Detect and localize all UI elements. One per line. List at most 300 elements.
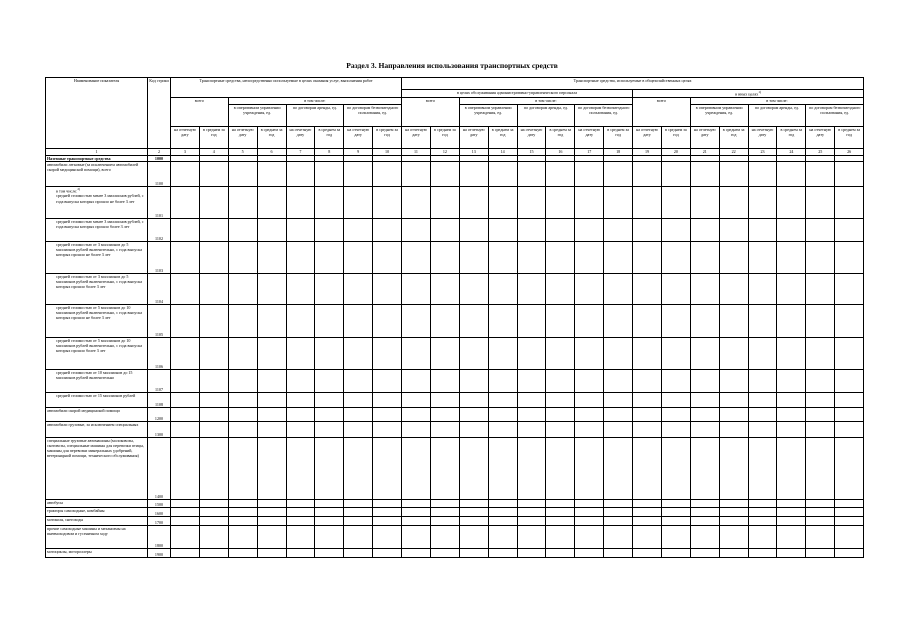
value-cell[interactable] [633, 548, 662, 557]
value-cell[interactable] [257, 525, 286, 548]
value-cell[interactable] [748, 218, 777, 241]
value-cell[interactable] [171, 392, 200, 407]
value-cell[interactable] [719, 507, 748, 516]
value-cell[interactable] [228, 437, 257, 499]
value-cell[interactable] [430, 516, 459, 525]
value-cell[interactable] [575, 507, 604, 516]
value-cell[interactable] [257, 241, 286, 273]
value-cell[interactable] [633, 241, 662, 273]
value-cell[interactable] [777, 525, 806, 548]
value-cell[interactable] [546, 369, 575, 392]
value-cell[interactable] [806, 186, 835, 218]
value-cell[interactable] [719, 304, 748, 337]
value-cell[interactable] [373, 437, 402, 499]
value-cell[interactable] [430, 437, 459, 499]
value-cell[interactable] [402, 525, 431, 548]
value-cell[interactable] [171, 407, 200, 421]
value-cell[interactable] [575, 437, 604, 499]
value-cell[interactable] [315, 241, 344, 273]
value-cell[interactable] [517, 421, 546, 437]
value-cell[interactable] [835, 369, 864, 392]
value-cell[interactable] [430, 186, 459, 218]
value-cell[interactable] [719, 499, 748, 507]
value-cell[interactable] [344, 437, 373, 499]
value-cell[interactable] [748, 161, 777, 186]
value-cell[interactable] [633, 304, 662, 337]
value-cell[interactable] [286, 407, 315, 421]
value-cell[interactable] [257, 392, 286, 407]
value-cell[interactable] [748, 304, 777, 337]
value-cell[interactable] [459, 241, 488, 273]
value-cell[interactable] [199, 548, 228, 557]
value-cell[interactable] [459, 516, 488, 525]
value-cell[interactable] [517, 525, 546, 548]
value-cell[interactable] [488, 218, 517, 241]
value-cell[interactable] [344, 525, 373, 548]
value-cell[interactable] [430, 337, 459, 369]
value-cell[interactable] [430, 304, 459, 337]
value-cell[interactable] [575, 421, 604, 437]
value-cell[interactable] [661, 218, 690, 241]
value-cell[interactable] [228, 516, 257, 525]
value-cell[interactable] [604, 337, 633, 369]
value-cell[interactable] [604, 161, 633, 186]
value-cell[interactable] [430, 499, 459, 507]
value-cell[interactable] [546, 437, 575, 499]
value-cell[interactable] [517, 273, 546, 304]
value-cell[interactable] [575, 525, 604, 548]
value-cell[interactable] [430, 392, 459, 407]
value-cell[interactable] [488, 337, 517, 369]
value-cell[interactable] [488, 525, 517, 548]
value-cell[interactable] [459, 369, 488, 392]
value-cell[interactable] [315, 369, 344, 392]
value-cell[interactable] [517, 241, 546, 273]
value-cell[interactable] [719, 421, 748, 437]
value-cell[interactable] [286, 548, 315, 557]
value-cell[interactable] [228, 525, 257, 548]
value-cell[interactable] [488, 161, 517, 186]
value-cell[interactable] [373, 392, 402, 407]
value-cell[interactable] [315, 516, 344, 525]
value-cell[interactable] [604, 516, 633, 525]
value-cell[interactable] [633, 516, 662, 525]
value-cell[interactable] [604, 218, 633, 241]
value-cell[interactable] [459, 407, 488, 421]
value-cell[interactable] [517, 516, 546, 525]
value-cell[interactable] [690, 499, 719, 507]
value-cell[interactable] [633, 218, 662, 241]
value-cell[interactable] [286, 186, 315, 218]
value-cell[interactable] [171, 369, 200, 392]
value-cell[interactable] [575, 516, 604, 525]
value-cell[interactable] [286, 421, 315, 437]
value-cell[interactable] [661, 407, 690, 421]
value-cell[interactable] [257, 407, 286, 421]
value-cell[interactable] [806, 392, 835, 407]
value-cell[interactable] [373, 161, 402, 186]
value-cell[interactable] [257, 499, 286, 507]
value-cell[interactable] [459, 337, 488, 369]
value-cell[interactable] [806, 161, 835, 186]
value-cell[interactable] [546, 525, 575, 548]
value-cell[interactable] [835, 241, 864, 273]
value-cell[interactable] [661, 499, 690, 507]
value-cell[interactable] [286, 369, 315, 392]
value-cell[interactable] [488, 392, 517, 407]
value-cell[interactable] [719, 548, 748, 557]
value-cell[interactable] [604, 507, 633, 516]
value-cell[interactable] [661, 516, 690, 525]
value-cell[interactable] [459, 525, 488, 548]
value-cell[interactable] [777, 273, 806, 304]
value-cell[interactable] [661, 273, 690, 304]
value-cell[interactable] [199, 525, 228, 548]
value-cell[interactable] [777, 186, 806, 218]
value-cell[interactable] [228, 337, 257, 369]
value-cell[interactable] [546, 273, 575, 304]
value-cell[interactable] [575, 304, 604, 337]
value-cell[interactable] [748, 369, 777, 392]
value-cell[interactable] [719, 437, 748, 499]
value-cell[interactable] [748, 421, 777, 437]
value-cell[interactable] [228, 241, 257, 273]
value-cell[interactable] [546, 421, 575, 437]
value-cell[interactable] [546, 337, 575, 369]
value-cell[interactable] [777, 421, 806, 437]
value-cell[interactable] [806, 369, 835, 392]
value-cell[interactable] [806, 499, 835, 507]
value-cell[interactable] [402, 218, 431, 241]
value-cell[interactable] [402, 437, 431, 499]
value-cell[interactable] [459, 507, 488, 516]
value-cell[interactable] [488, 499, 517, 507]
value-cell[interactable] [633, 186, 662, 218]
value-cell[interactable] [835, 304, 864, 337]
value-cell[interactable] [171, 273, 200, 304]
value-cell[interactable] [575, 161, 604, 186]
value-cell[interactable] [633, 369, 662, 392]
value-cell[interactable] [633, 421, 662, 437]
value-cell[interactable] [199, 421, 228, 437]
value-cell[interactable] [286, 516, 315, 525]
value-cell[interactable] [257, 273, 286, 304]
value-cell[interactable] [661, 437, 690, 499]
value-cell[interactable] [430, 241, 459, 273]
value-cell[interactable] [546, 507, 575, 516]
value-cell[interactable] [546, 548, 575, 557]
value-cell[interactable] [748, 337, 777, 369]
value-cell[interactable] [806, 337, 835, 369]
value-cell[interactable] [344, 392, 373, 407]
value-cell[interactable] [575, 218, 604, 241]
value-cell[interactable] [171, 218, 200, 241]
value-cell[interactable] [777, 218, 806, 241]
value-cell[interactable] [690, 548, 719, 557]
value-cell[interactable] [690, 337, 719, 369]
value-cell[interactable] [171, 437, 200, 499]
value-cell[interactable] [459, 499, 488, 507]
value-cell[interactable] [373, 273, 402, 304]
value-cell[interactable] [835, 161, 864, 186]
value-cell[interactable] [373, 304, 402, 337]
value-cell[interactable] [373, 218, 402, 241]
value-cell[interactable] [373, 516, 402, 525]
value-cell[interactable] [690, 161, 719, 186]
value-cell[interactable] [315, 548, 344, 557]
value-cell[interactable] [315, 337, 344, 369]
value-cell[interactable] [373, 525, 402, 548]
value-cell[interactable] [171, 337, 200, 369]
value-cell[interactable] [402, 548, 431, 557]
value-cell[interactable] [459, 548, 488, 557]
value-cell[interactable] [575, 273, 604, 304]
value-cell[interactable] [719, 218, 748, 241]
value-cell[interactable] [402, 507, 431, 516]
value-cell[interactable] [286, 304, 315, 337]
value-cell[interactable] [228, 392, 257, 407]
value-cell[interactable] [257, 437, 286, 499]
value-cell[interactable] [661, 392, 690, 407]
value-cell[interactable] [835, 437, 864, 499]
value-cell[interactable] [488, 369, 517, 392]
value-cell[interactable] [286, 507, 315, 516]
value-cell[interactable] [171, 525, 200, 548]
value-cell[interactable] [661, 548, 690, 557]
value-cell[interactable] [488, 273, 517, 304]
value-cell[interactable] [402, 499, 431, 507]
value-cell[interactable] [402, 516, 431, 525]
value-cell[interactable] [430, 161, 459, 186]
value-cell[interactable] [633, 273, 662, 304]
value-cell[interactable] [430, 273, 459, 304]
value-cell[interactable] [604, 548, 633, 557]
value-cell[interactable] [517, 337, 546, 369]
value-cell[interactable] [315, 273, 344, 304]
value-cell[interactable] [344, 304, 373, 337]
value-cell[interactable] [315, 499, 344, 507]
value-cell[interactable] [488, 407, 517, 421]
value-cell[interactable] [719, 273, 748, 304]
value-cell[interactable] [488, 421, 517, 437]
value-cell[interactable] [286, 392, 315, 407]
value-cell[interactable] [199, 304, 228, 337]
value-cell[interactable] [690, 516, 719, 525]
value-cell[interactable] [315, 407, 344, 421]
value-cell[interactable] [806, 437, 835, 499]
value-cell[interactable] [633, 507, 662, 516]
value-cell[interactable] [344, 499, 373, 507]
value-cell[interactable] [430, 407, 459, 421]
value-cell[interactable] [546, 161, 575, 186]
value-cell[interactable] [690, 421, 719, 437]
value-cell[interactable] [344, 218, 373, 241]
value-cell[interactable] [228, 499, 257, 507]
value-cell[interactable] [661, 161, 690, 186]
value-cell[interactable] [488, 507, 517, 516]
value-cell[interactable] [690, 392, 719, 407]
value-cell[interactable] [257, 516, 286, 525]
value-cell[interactable] [286, 218, 315, 241]
value-cell[interactable] [748, 499, 777, 507]
value-cell[interactable] [719, 337, 748, 369]
value-cell[interactable] [633, 437, 662, 499]
value-cell[interactable] [546, 407, 575, 421]
value-cell[interactable] [171, 186, 200, 218]
value-cell[interactable] [315, 437, 344, 499]
value-cell[interactable] [690, 407, 719, 421]
value-cell[interactable] [575, 369, 604, 392]
value-cell[interactable] [633, 161, 662, 186]
value-cell[interactable] [719, 241, 748, 273]
value-cell[interactable] [402, 392, 431, 407]
value-cell[interactable] [199, 161, 228, 186]
value-cell[interactable] [835, 392, 864, 407]
value-cell[interactable] [575, 407, 604, 421]
value-cell[interactable] [546, 218, 575, 241]
value-cell[interactable] [430, 369, 459, 392]
value-cell[interactable] [228, 369, 257, 392]
value-cell[interactable] [344, 421, 373, 437]
value-cell[interactable] [373, 499, 402, 507]
value-cell[interactable] [604, 392, 633, 407]
value-cell[interactable] [690, 304, 719, 337]
value-cell[interactable] [459, 392, 488, 407]
value-cell[interactable] [459, 273, 488, 304]
value-cell[interactable] [835, 548, 864, 557]
value-cell[interactable] [748, 437, 777, 499]
value-cell[interactable] [459, 421, 488, 437]
value-cell[interactable] [633, 525, 662, 548]
value-cell[interactable] [257, 369, 286, 392]
value-cell[interactable] [719, 186, 748, 218]
value-cell[interactable] [690, 525, 719, 548]
value-cell[interactable] [315, 161, 344, 186]
value-cell[interactable] [373, 548, 402, 557]
value-cell[interactable] [228, 507, 257, 516]
value-cell[interactable] [777, 337, 806, 369]
value-cell[interactable] [459, 186, 488, 218]
value-cell[interactable] [488, 304, 517, 337]
value-cell[interactable] [228, 548, 257, 557]
value-cell[interactable] [257, 507, 286, 516]
value-cell[interactable] [459, 161, 488, 186]
value-cell[interactable] [459, 437, 488, 499]
value-cell[interactable] [777, 304, 806, 337]
value-cell[interactable] [517, 369, 546, 392]
value-cell[interactable] [257, 161, 286, 186]
value-cell[interactable] [777, 161, 806, 186]
value-cell[interactable] [488, 241, 517, 273]
value-cell[interactable] [344, 186, 373, 218]
value-cell[interactable] [199, 369, 228, 392]
value-cell[interactable] [806, 218, 835, 241]
value-cell[interactable] [199, 186, 228, 218]
value-cell[interactable] [777, 392, 806, 407]
value-cell[interactable] [690, 437, 719, 499]
value-cell[interactable] [604, 369, 633, 392]
value-cell[interactable] [575, 241, 604, 273]
value-cell[interactable] [171, 421, 200, 437]
value-cell[interactable] [690, 241, 719, 273]
value-cell[interactable] [777, 241, 806, 273]
value-cell[interactable] [517, 218, 546, 241]
value-cell[interactable] [806, 421, 835, 437]
value-cell[interactable] [517, 161, 546, 186]
value-cell[interactable] [604, 407, 633, 421]
value-cell[interactable] [315, 304, 344, 337]
value-cell[interactable] [373, 407, 402, 421]
value-cell[interactable] [604, 241, 633, 273]
value-cell[interactable] [517, 437, 546, 499]
value-cell[interactable] [806, 241, 835, 273]
value-cell[interactable] [604, 304, 633, 337]
value-cell[interactable] [806, 516, 835, 525]
value-cell[interactable] [344, 516, 373, 525]
value-cell[interactable] [257, 548, 286, 557]
value-cell[interactable] [777, 499, 806, 507]
value-cell[interactable] [806, 525, 835, 548]
value-cell[interactable] [171, 548, 200, 557]
value-cell[interactable] [575, 392, 604, 407]
value-cell[interactable] [199, 437, 228, 499]
value-cell[interactable] [344, 548, 373, 557]
value-cell[interactable] [430, 507, 459, 516]
value-cell[interactable] [517, 499, 546, 507]
value-cell[interactable] [199, 337, 228, 369]
value-cell[interactable] [719, 161, 748, 186]
value-cell[interactable] [199, 407, 228, 421]
value-cell[interactable] [719, 369, 748, 392]
value-cell[interactable] [777, 548, 806, 557]
value-cell[interactable] [546, 186, 575, 218]
value-cell[interactable] [228, 218, 257, 241]
value-cell[interactable] [690, 273, 719, 304]
value-cell[interactable] [171, 161, 200, 186]
value-cell[interactable] [661, 369, 690, 392]
value-cell[interactable] [777, 407, 806, 421]
value-cell[interactable] [344, 507, 373, 516]
value-cell[interactable] [806, 407, 835, 421]
value-cell[interactable] [286, 525, 315, 548]
value-cell[interactable] [199, 218, 228, 241]
value-cell[interactable] [546, 499, 575, 507]
value-cell[interactable] [661, 241, 690, 273]
value-cell[interactable] [777, 437, 806, 499]
value-cell[interactable] [228, 407, 257, 421]
value-cell[interactable] [171, 516, 200, 525]
value-cell[interactable] [430, 218, 459, 241]
value-cell[interactable] [748, 186, 777, 218]
value-cell[interactable] [748, 548, 777, 557]
value-cell[interactable] [488, 516, 517, 525]
value-cell[interactable] [806, 304, 835, 337]
value-cell[interactable] [835, 186, 864, 218]
value-cell[interactable] [257, 186, 286, 218]
value-cell[interactable] [430, 525, 459, 548]
value-cell[interactable] [604, 273, 633, 304]
value-cell[interactable] [517, 392, 546, 407]
value-cell[interactable] [199, 499, 228, 507]
value-cell[interactable] [228, 273, 257, 304]
value-cell[interactable] [748, 273, 777, 304]
value-cell[interactable] [402, 304, 431, 337]
value-cell[interactable] [402, 421, 431, 437]
value-cell[interactable] [575, 337, 604, 369]
value-cell[interactable] [604, 437, 633, 499]
value-cell[interactable] [402, 241, 431, 273]
value-cell[interactable] [517, 186, 546, 218]
